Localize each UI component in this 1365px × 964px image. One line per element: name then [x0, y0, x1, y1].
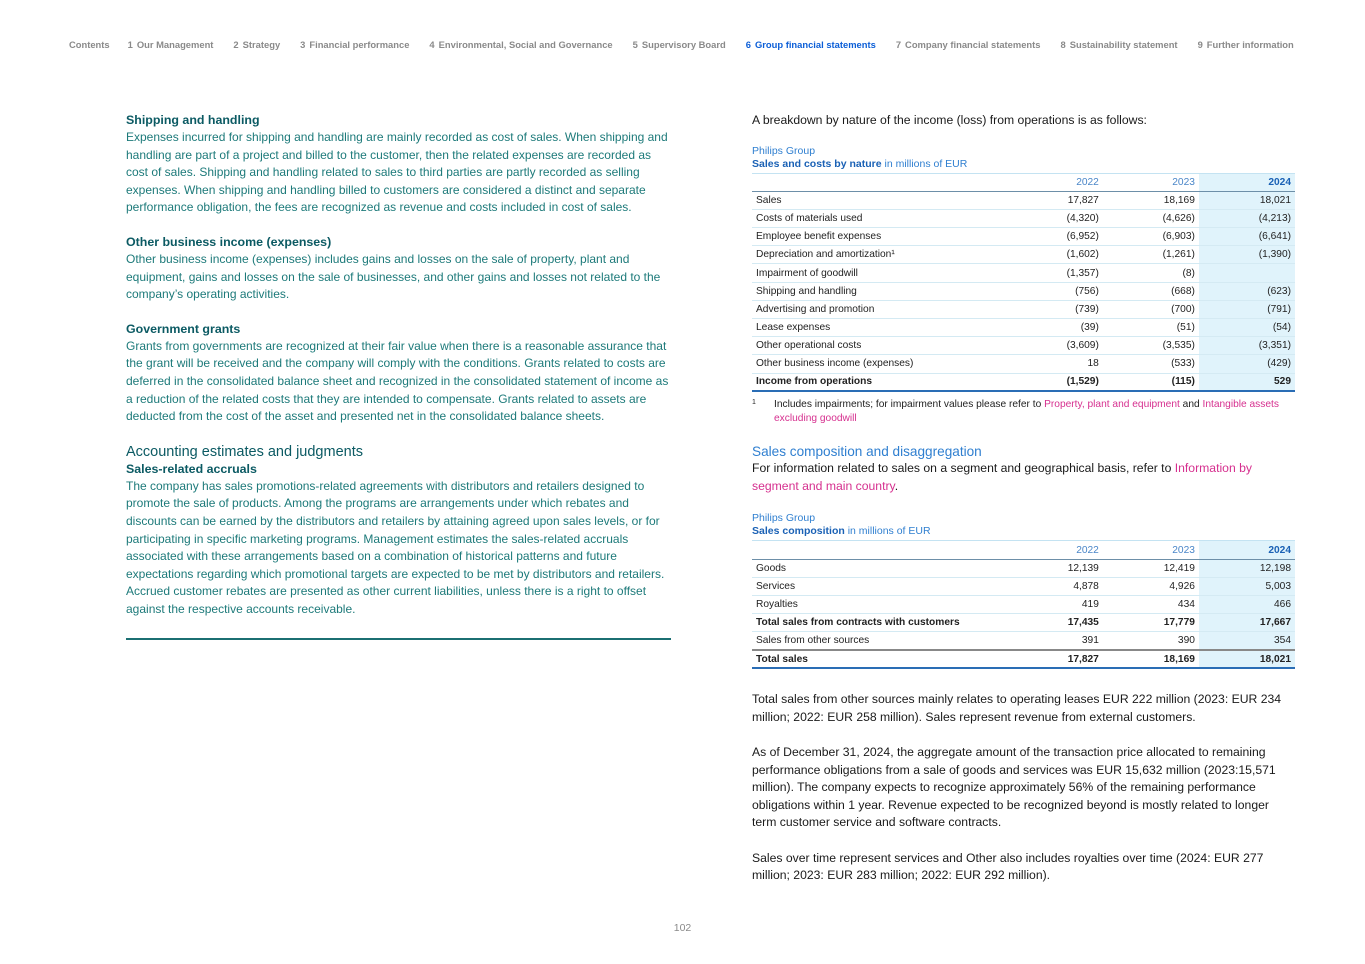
nav-item-financial-performance[interactable]	[300, 39, 409, 50]
table-header-row	[752, 173, 1295, 191]
top-navigation	[69, 39, 1314, 50]
nav-item-label: Further information	[1206, 39, 1294, 50]
nav-item-number: 7	[895, 39, 902, 50]
table2-unit: in millions of EUR	[844, 525, 931, 538]
col-2023: 2023	[1103, 173, 1199, 191]
table-row: Depreciation and amortization¹ (1,602) (1,261) (1,390)	[752, 246, 1295, 264]
page-number: 102	[673, 922, 692, 934]
nav-item-number: 4	[429, 39, 435, 50]
nav-item-further-information[interactable]	[1198, 39, 1294, 50]
table2-title: Sales composition	[752, 525, 845, 538]
table2-org: Philips Group	[752, 512, 816, 525]
link-segment-main-country[interactable]: Information by segment and main country	[752, 461, 1252, 493]
table2-caption	[752, 525, 1295, 538]
nav-item-company-financial-statements[interactable]	[896, 39, 1041, 50]
government-grants-section	[126, 321, 671, 426]
footnote-text: Includes impairments; for impairment values please refer to Property, plant and equipment and Intangible assets excluding goodwill	[774, 399, 1279, 425]
table1-footnote	[752, 398, 1295, 426]
sales-over-time-paragraph: Sales over time represent services and Other also includes royalties over time (2024: EUR 277 million; 2023: EUR 283 million; 2022: EUR 292 million).	[752, 850, 1264, 883]
other-business-body: Other business income (expenses) includes gains and losses on the sale of property, plant and equipment, gains and losses on the sale of businesses, and other gains and losses not related to the company’s operating activities.	[126, 251, 661, 302]
table-row: Impairment of goodwill (1,357) (8)	[752, 264, 1295, 282]
link-property-plant-equipment[interactable]: Property, plant and equipment	[1044, 399, 1180, 411]
nav-item-label: Our Management	[136, 39, 214, 50]
section-end-divider	[126, 638, 671, 640]
breakdown-intro: A breakdown by nature of the income (loss) from operations is as follows:	[752, 113, 1147, 127]
table-row: Sales 17,827 18,169 18,021	[752, 191, 1295, 209]
table-row: Costs of materials used (4,320) (4,626) (4,213)	[752, 209, 1295, 227]
nav-item-label: Group financial statements	[754, 39, 876, 50]
shipping-handling-heading: Shipping and handling	[126, 113, 260, 127]
table-total-row: Total sales 17,827 18,169 18,021	[752, 650, 1295, 668]
table-total-row: Income from operations (1,529) (115) 529	[752, 373, 1295, 391]
shipping-handling-body: Expenses incurred for shipping and handling are mainly recorded as cost of sales. When shipping and handling are part of a project and billed to the customer, then the related expenses are recorded as cost of sales. Shipping and handling related to sales to third parties are partly recorded as selling expenses. When shipping and handling billed to customers are considered a distinct and separate performance obligation, the fees are recognized as revenue and costs included in cost of sales.	[126, 130, 668, 215]
nav-item-number: 9	[1197, 39, 1203, 50]
table-row: Lease expenses (39) (51) (54)	[752, 319, 1295, 337]
nav-item-supervisory-board[interactable]	[633, 39, 726, 50]
right-column	[752, 112, 1295, 885]
col-2024: 2024	[1199, 173, 1295, 191]
sales-composition-heading: Sales composition and disaggregation	[752, 444, 982, 460]
col-2022: 2022	[1007, 541, 1103, 559]
table1-caption	[752, 158, 1295, 171]
table-row: Royalties 419 434 466	[752, 596, 1295, 614]
nav-item-label: Company financial statements	[905, 39, 1041, 50]
table-row: Goods 12,139 12,419 12,198	[752, 559, 1295, 577]
left-column	[126, 112, 671, 640]
nav-item-number: 6	[745, 39, 751, 50]
table-subtotal-row: Total sales from contracts with customers 17,435 17,779 17,667	[752, 614, 1295, 632]
table-row: Shipping and handling (756) (668) (623)	[752, 282, 1295, 300]
sales-accruals-heading: Sales-related accruals	[126, 461, 257, 476]
sales-costs-by-nature-table	[752, 173, 1295, 393]
footnote-mark: 1	[752, 399, 756, 407]
table-row: Other operational costs (3,609) (3,535) (3,351)	[752, 337, 1295, 355]
nav-item-number: 8	[1060, 39, 1066, 50]
table-row: Employee benefit expenses (6,952) (6,903) (6,641)	[752, 228, 1295, 246]
col-2023: 2023	[1103, 541, 1199, 559]
col-2024: 2024	[1199, 541, 1295, 559]
sales-accruals-body: The company has sales promotions-related agreements with distributors and retailers designed to promote the sale of products. Among the programs are arrangements under which rebates and discounts can be earned by the distributors and retailers by attaining agreed upon sales levels, or for participating in specific marketing programs. Management estimates the sales-related accruals associated with these arrangements based on a combination of historical patterns and future expectations regarding which promotional targets are expected to be met by distributors and retailers. Accrued customer rebates are presented as other current liabilities, unless there is a right to offset against the respective accounts receivable.	[126, 478, 665, 616]
nav-item-number: 2	[233, 39, 239, 50]
table1-unit: in millions of EUR	[881, 157, 968, 170]
table-row: Other business income (expenses) 18 (533) (429)	[752, 355, 1295, 373]
other-business-section	[126, 234, 671, 304]
shipping-handling-section	[126, 112, 671, 217]
nav-item-group-financial-statements[interactable]	[746, 39, 876, 50]
table-row: Services 4,878 4,926 5,003	[752, 577, 1295, 595]
nav-item-sustainability-statement[interactable]	[1061, 39, 1178, 50]
nav-item-number: 3	[300, 39, 306, 50]
table1-org: Philips Group	[752, 144, 816, 157]
nav-item-number: 5	[632, 39, 638, 50]
performance-obligations-paragraph: As of December 31, 2024, the aggregate amount of the transaction price allocated to remaining performance obligations from a sale of goods and services was EUR 15,632 million (2023:15,571 million). The company expects to recognize approximately 56% of the remaining performance obligations within 1 year. Revenue expected to be recognized beyond is mostly related to longer term customer service and software contracts.	[752, 745, 1276, 830]
col-2022: 2022	[1007, 173, 1103, 191]
nav-item-number: 1	[127, 39, 133, 50]
nav-item-label: Financial performance	[309, 39, 410, 50]
accounting-estimates-section	[126, 443, 671, 619]
other-sources-paragraph: Total sales from other sources mainly relates to operating leases EUR 222 million (2023: EUR 234 million; 2022: EUR 258 million). Sales represent revenue from external customers.	[752, 692, 1282, 724]
nav-item-label: Supervisory Board	[641, 39, 726, 50]
accounting-estimates-heading: Accounting estimates and judgments	[126, 443, 363, 460]
nav-item-label: Strategy	[242, 39, 281, 50]
sales-composition-table	[752, 540, 1295, 669]
nav-item-label: Environmental, Social and Governance	[438, 39, 613, 50]
nav-item-our-management[interactable]	[128, 39, 214, 50]
table-header-row	[752, 541, 1295, 559]
government-grants-heading: Government grants	[126, 321, 241, 336]
government-grants-body: Grants from governments are recognized at their fair value when there is a reasonable assurance that the grant will be received and the company will comply with the conditions. Grants related to costs are deferred in the consolidated balance sheet and recognized in the consolidated statement of income as a reduction of the related costs that they are intended to compensate. Grants related to assets are deducted from the cost of the asset and presented net in the consolidated balance sheets.	[126, 338, 669, 424]
sales-composition-body: For information related to sales on a segment and geographical basis, refer to Information by segment and main country.	[752, 461, 1252, 493]
nav-item-esg[interactable]	[429, 39, 612, 50]
other-business-heading: Other business income (expenses)	[126, 234, 332, 249]
table-row: Advertising and promotion (739) (700) (791)	[752, 300, 1295, 318]
nav-item-strategy[interactable]	[233, 39, 280, 50]
table1-title: Sales and costs by nature	[752, 157, 882, 170]
table-row: Sales from other sources 391 390 354	[752, 632, 1295, 650]
link-intangible-assets[interactable]: Intangible assets excluding goodwill	[774, 399, 1279, 425]
nav-item-label: Sustainability statement	[1069, 39, 1178, 50]
nav-contents-link[interactable]: Contents	[69, 39, 110, 50]
